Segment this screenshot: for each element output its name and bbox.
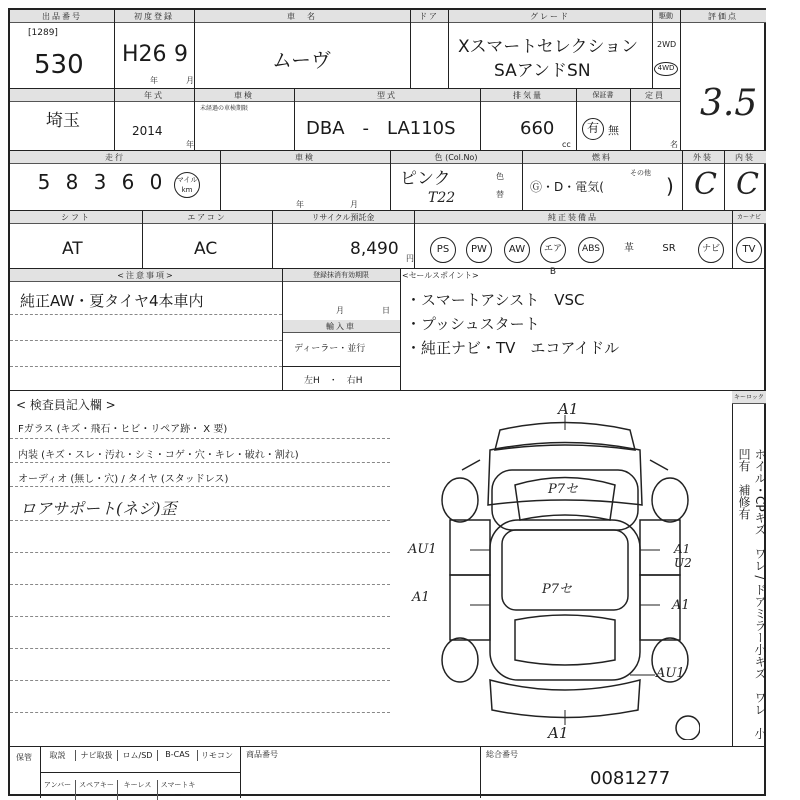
sale-point: ・スマートアシスト VSC — [406, 291, 585, 309]
color-code: T22 — [428, 190, 456, 206]
fuel-other: その他 — [630, 169, 651, 177]
inspection-sheet — [8, 8, 767, 799]
inspection-note: 未経過の車検期限 — [200, 105, 249, 112]
inspector-line: オーディオ (無し・穴) / タイヤ (スタッドレス) — [18, 474, 229, 485]
keylock-header: キーロック — [732, 391, 766, 404]
mileage-digit: 6 — [121, 170, 135, 194]
item-no-label: 商品番号 — [246, 750, 278, 759]
model-value: DBA - LA110S — [306, 118, 456, 139]
score-value: 3.5 — [700, 83, 758, 124]
shift-header: シフト — [10, 211, 142, 224]
deadline-month: 月 — [336, 306, 344, 315]
mark-front: A1 — [558, 400, 579, 418]
equip-tv: TV — [736, 237, 762, 263]
fuel-close: ) — [666, 174, 674, 198]
mark-right-rear: A1 — [672, 598, 690, 613]
storage-item: リモコン — [201, 751, 233, 760]
mileage-digit: 5 — [37, 170, 51, 194]
recycle-value: 8,490 — [350, 239, 399, 259]
deadline-day: 日 — [382, 306, 390, 315]
car-name: ムーヴ — [272, 48, 331, 72]
notes-text: 純正AW・夏タイヤ4本車内 — [20, 292, 204, 310]
grade-line2: SAアンドSN — [494, 61, 591, 81]
warranty-header: 保証書 — [576, 89, 630, 102]
fuel-header: 燃料 — [522, 151, 682, 164]
score-header: 評価点 — [680, 10, 766, 23]
color-name: ピンク — [400, 169, 451, 189]
interior-grade: C — [736, 167, 759, 202]
first-reg-era: H26 — [122, 42, 167, 67]
color-side-2: 替 — [496, 190, 504, 199]
region-header — [10, 89, 114, 102]
storage-item: 取説 — [40, 750, 76, 761]
equip-leather: 革 — [624, 243, 634, 254]
lot-sub: [1289] — [28, 28, 58, 38]
month-unit: 月 — [186, 76, 194, 85]
mileage-digits — [30, 170, 170, 194]
lot-header: 出品番号 — [10, 10, 114, 23]
year-unit2: 年 — [186, 140, 194, 149]
equipment-header: 純正装備品 — [414, 211, 732, 224]
sale-points — [406, 288, 619, 360]
first-reg-month: 9 — [174, 42, 188, 67]
mileage-digit: 3 — [93, 170, 107, 194]
insp-date-header: 車検 — [220, 151, 390, 164]
inspector-line: Fガラス (キズ・飛石・ヒビ・リペア跡・ X 要) — [18, 424, 228, 435]
year-value: 2014 — [132, 124, 163, 138]
year-unit: 年 — [150, 76, 158, 85]
capacity-unit: 名 — [670, 140, 678, 149]
drive-header: 駆動 — [652, 10, 680, 23]
equip-airbag: エアB — [540, 237, 566, 263]
storage-item: アンバー — [40, 780, 76, 800]
model-header: 型式 — [294, 89, 480, 102]
equip-sr: SR — [662, 243, 676, 254]
keyless-header: カーナビ — [732, 211, 766, 224]
import-header: 輸入車 — [282, 320, 400, 333]
exterior-grade: C — [694, 167, 717, 202]
notes-header: <注意事項> — [10, 269, 282, 282]
insp-month-unit: 月 — [350, 200, 358, 209]
mark-roof: P7セ — [548, 482, 579, 497]
aircon-value: AC — [194, 239, 218, 259]
displacement-unit: cc — [562, 140, 571, 149]
inspector-line: 内装 (キズ・スレ・汚れ・シミ・コゲ・穴・キレ・破れ・割れ) — [18, 450, 299, 461]
warranty-yes: 有 — [582, 118, 604, 140]
inspection-header: 車検 — [194, 89, 294, 102]
grade-header: グレード — [448, 10, 652, 23]
sale-point: ・純正ナビ・TV エコアイドル — [406, 339, 620, 357]
mileage-unit: マイル km — [174, 172, 200, 198]
import-dealer: ディーラー・並行 — [294, 344, 366, 354]
inspector-handwriting: ロアサポート(ネジ)歪 — [20, 499, 177, 518]
warranty-no: 無 — [608, 124, 619, 137]
fuel-options: Ⓖ・D・電気( — [530, 180, 604, 194]
shift-value: AT — [62, 239, 83, 259]
inspector-header: < 検査員記入欄 > — [16, 398, 116, 412]
storage-item: キーレス — [118, 780, 158, 800]
storage-item: ナビ取扱 — [76, 750, 118, 761]
equip-ps: PS — [430, 237, 456, 263]
doors-header: ドア — [410, 10, 448, 23]
right-note: ホイル・CPキズ ワレ / ドアミラー小キズ ワレ 小凹有 補修有 — [737, 448, 767, 740]
equip-abs: ABS — [578, 237, 604, 263]
storage-label: 保管 — [16, 753, 32, 762]
storage-item: スペアキー — [76, 780, 118, 800]
mark-rear-right: AU1 — [656, 666, 685, 681]
equip-navi: ナビ — [698, 237, 724, 263]
storage-row2 — [40, 780, 198, 800]
mileage-digit: 0 — [149, 170, 163, 194]
drive-2wd: 2WD — [657, 40, 677, 49]
displacement-value: 660 — [520, 118, 555, 139]
total-number: 0081277 — [590, 768, 671, 789]
deadline-header: 登録抹消有効期限 — [282, 269, 400, 282]
storage-row1 — [40, 750, 236, 761]
insp-year-unit: 年 — [296, 200, 304, 209]
car-name-header: 車 名 — [194, 10, 410, 23]
recycle-header: リサイクル預託金 — [272, 211, 414, 224]
mark-right-front: A1 U2 — [674, 542, 692, 570]
first-reg-header: 初度登録 — [114, 10, 194, 23]
color-side-1: 色 — [496, 172, 504, 181]
storage-item: B-CAS — [158, 750, 198, 761]
storage-item: スマートキー — [160, 781, 196, 799]
car-diagram — [430, 410, 700, 740]
region: 埼玉 — [46, 111, 80, 131]
equip-pw: PW — [466, 237, 492, 263]
total-no-label: 総合番号 — [486, 750, 518, 759]
grade-line1: Xスマートセレクション — [458, 37, 639, 57]
mark-left-front: AU1 — [408, 542, 437, 557]
import-handle: 左H ・ 右H — [304, 376, 363, 386]
lot-number: 530 — [34, 50, 84, 80]
sale-point: ・プッシュスタート — [406, 315, 540, 333]
mark-body: P7セ — [542, 582, 573, 597]
exterior-header: 外装 — [682, 151, 724, 164]
capacity-header: 定員 — [630, 89, 680, 102]
recycle-unit: 円 — [406, 254, 414, 263]
displacement-header: 排気量 — [480, 89, 576, 102]
equip-aw: AW — [504, 237, 530, 263]
mark-left-rear: A1 — [412, 590, 430, 605]
mark-rear: A1 — [548, 724, 569, 742]
mileage-digit: 8 — [65, 170, 79, 194]
mileage-header: 走行 — [10, 151, 220, 164]
storage-item: ロム/SD — [118, 750, 158, 761]
year-header: 年式 — [114, 89, 194, 102]
sale-points-header: <セールスポイント> — [402, 271, 479, 280]
interior-header: 内装 — [724, 151, 766, 164]
color-header: 色 (Col.No) — [390, 151, 522, 164]
drive-4wd: 4WD — [654, 62, 678, 76]
aircon-header: エアコン — [142, 211, 272, 224]
